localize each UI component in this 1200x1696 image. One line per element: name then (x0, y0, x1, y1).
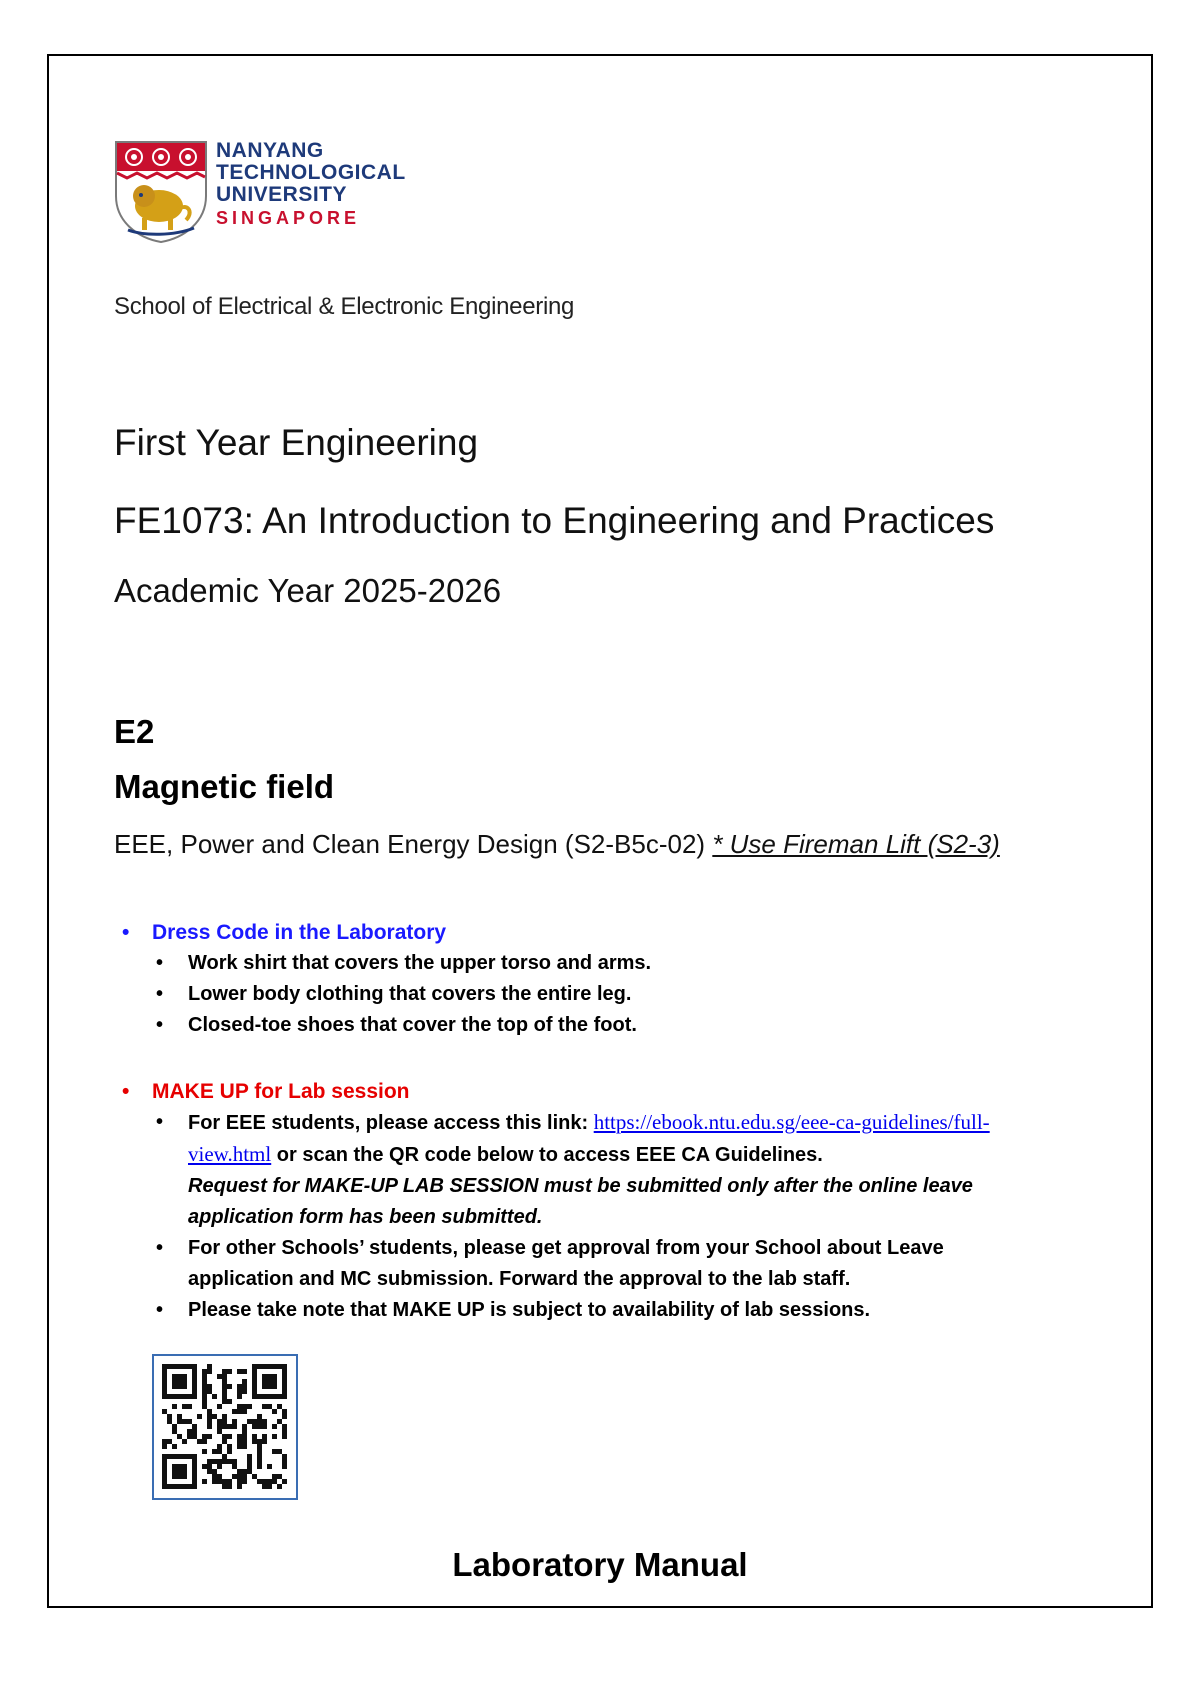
bullet-icon: • (156, 1237, 164, 1259)
makeup-heading (118, 1077, 1098, 1107)
ntu-wordmark (216, 140, 406, 230)
eee-note-line2: application form has been submitted. (188, 1206, 543, 1228)
list-item (118, 1107, 1098, 1233)
experiment-title: Magnetic field (114, 768, 335, 805)
list-item (118, 1010, 1098, 1041)
eee-ca-guidelines-link-cont[interactable]: view.html (188, 1142, 272, 1166)
logo-line-technological: TECHNOLOGICAL (216, 161, 406, 184)
school-name: School of Electrical & Electronic Engineering (114, 293, 575, 320)
logo-line-nanyang: NANYANG (216, 139, 324, 162)
list-item (118, 1233, 1098, 1295)
eee-suffix: or scan the QR code below to access EEE CA Guidelines. (271, 1144, 823, 1166)
lab-location (114, 829, 1000, 860)
list-item-text: Closed-toe shoes that cover the top of the foot. (188, 1014, 637, 1036)
other-schools-line2: application and MC submission. Forward the approval to the lab staff. (188, 1268, 851, 1290)
list-item (118, 948, 1098, 979)
bullet-icon: • (156, 1111, 164, 1133)
lab-location-note: * Use Fireman Lift (S2-3) (712, 829, 1000, 859)
dress-code-section (118, 918, 1098, 1041)
logo-line-singapore: SINGAPORE (216, 208, 361, 228)
lab-location-text: EEE, Power and Clean Energy Design (S2-B5c-02) (114, 829, 706, 859)
logo-line-university: UNIVERSITY (216, 183, 348, 206)
qr-code[interactable] (152, 1354, 298, 1500)
ntu-logo (114, 140, 434, 250)
bullet-icon: • (122, 921, 130, 944)
makeup-heading-text: MAKE UP for Lab session (152, 1080, 410, 1103)
experiment-code: E2 (114, 713, 155, 750)
qr-code-icon (154, 1356, 296, 1498)
academic-year: Academic Year 2025-2026 (114, 572, 502, 609)
dress-code-heading (118, 918, 1098, 948)
eee-note-line1: Request for MAKE-UP LAB SESSION must be submitted only after the online leave (188, 1175, 973, 1197)
list-item (118, 1295, 1098, 1326)
eee-prefix: For EEE students, please access this link: (188, 1112, 594, 1134)
bullet-icon: • (156, 983, 164, 1005)
makeup-list (118, 1107, 1098, 1326)
eee-ca-guidelines-link[interactable]: https://ebook.ntu.edu.sg/eee-ca-guidelines/full- (593, 1110, 990, 1134)
program-title: First Year Engineering (114, 422, 479, 463)
bullet-icon: • (122, 1080, 130, 1103)
dress-code-list (118, 948, 1098, 1041)
list-item-text: Work shirt that covers the upper torso and arms. (188, 952, 652, 974)
list-item-text: Lower body clothing that covers the entire leg. (188, 983, 632, 1005)
makeup-section (118, 1077, 1098, 1326)
list-item (118, 979, 1098, 1010)
bullet-icon: • (156, 1299, 164, 1321)
ntu-crest-icon (114, 140, 208, 244)
course-title: FE1073: An Introduction to Engineering and Practices (114, 500, 995, 541)
bullet-icon: • (156, 1014, 164, 1036)
other-schools-line1: For other Schools’ students, please get approval from your School about Leave (188, 1237, 944, 1259)
dress-code-heading-text: Dress Code in the Laboratory (152, 921, 447, 944)
bullet-icon: • (156, 952, 164, 974)
footer-title: Laboratory Manual (452, 1546, 748, 1583)
availability-note: Please take note that MAKE UP is subject to availability of lab sessions. (188, 1299, 871, 1321)
